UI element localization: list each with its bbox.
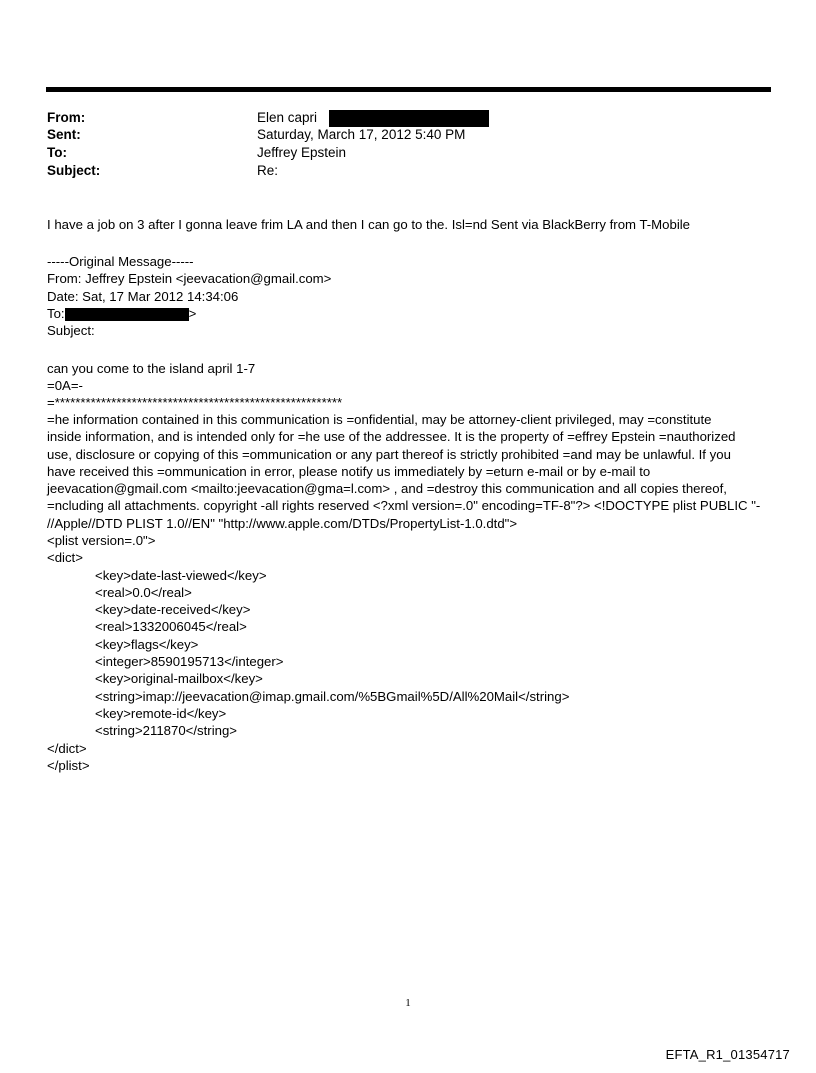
plist-line: </plist> xyxy=(47,757,90,773)
plist-line: <key>original-mailbox</key> xyxy=(95,671,263,687)
subject-label: Subject: xyxy=(47,163,101,178)
subject-value: Re: xyxy=(257,163,279,178)
document-id: EFTA_R1_01354717 xyxy=(665,1047,790,1062)
original-from: From: Jeffrey Epstein <jeevacation@gmail.com> xyxy=(47,271,332,286)
redaction-box xyxy=(65,308,189,321)
asterisk-separator: =******************************************************** xyxy=(47,395,343,410)
page-number: 1 xyxy=(405,997,411,1009)
header-to-row xyxy=(47,144,347,161)
plist-line: <string>211870</string> xyxy=(95,723,237,739)
top-rule xyxy=(46,87,771,92)
redaction-box xyxy=(329,110,489,127)
plist-line: <plist version=.0"> xyxy=(47,533,156,548)
to-label: To: xyxy=(47,145,67,160)
disclaimer-line: =ncluding all attachments. copyright -all rights reserved <?xml version=.0" encoding=TF-8"?> <!DOCTYPE plist PUBLIC "- xyxy=(47,498,761,514)
plist-block xyxy=(47,532,777,774)
disclaimer-block xyxy=(47,411,777,532)
original-subject: Subject: xyxy=(47,323,95,338)
from-value: Elen capri xyxy=(257,110,318,125)
plist-line: <key>remote-id</key> xyxy=(95,705,227,721)
original-date: Date: Sat, 17 Mar 2012 14:34:06 xyxy=(47,289,239,304)
plist-line: <real>1332006045</real> xyxy=(95,619,247,635)
header-sent-row xyxy=(47,126,466,143)
original-to-label: To: xyxy=(47,306,65,321)
disclaimer-line: inside information, and is intended only for =he use of the addressee. It is the property of =effrey Epstein =nauthorized xyxy=(47,429,736,445)
disclaimer-line: jeevacation@gmail.com <mailto:jeevacation@gma=l.com> , and =destroy this communication and all copies thereof, xyxy=(47,481,727,497)
plist-line: <string>imap://jeevacation@imap.gmail.com/%5BGmail%5D/All%20Mail</string> xyxy=(95,688,570,704)
plist-line: <key>date-received</key> xyxy=(95,602,251,618)
plist-line: </dict> xyxy=(47,740,87,756)
plist-line: <key>flags</key> xyxy=(95,636,199,652)
plist-line: <integer>8590195713</integer> xyxy=(95,654,284,670)
message-line: can you come to the island april 1-7 xyxy=(47,361,256,376)
disclaimer-line: =he information contained in this communication is =onfidential, may be attorney-client privileged, may =constitute xyxy=(47,412,712,427)
plist-line: <key>date-last-viewed</key> xyxy=(95,567,267,583)
original-to-row xyxy=(47,305,196,322)
disclaimer-line: //Apple//DTD PLIST 1.0//EN" "http://www.apple.com/DTDs/PropertyList-1.0.dtd"> xyxy=(47,515,518,531)
sent-value: Saturday, March 17, 2012 5:40 PM xyxy=(257,127,466,142)
header-from-row xyxy=(47,109,318,126)
to-value: Jeffrey Epstein xyxy=(257,145,347,160)
from-label: From: xyxy=(47,110,86,125)
disclaimer-line: use, disclosure or copying of this =ommunication or any part thereof is strictly prohibited =and may be unlawful. If you xyxy=(47,446,731,462)
original-to-suffix: > xyxy=(188,306,197,321)
message-encoding-line: =0A=- xyxy=(47,378,83,393)
plist-line: <real>0.0</real> xyxy=(95,584,192,600)
body-text: I have a job on 3 after I gonna leave frim LA and then I can go to the. Isl=nd Sent via BlackBerry from T-Mobile xyxy=(47,217,691,232)
header-subject-row xyxy=(47,162,279,179)
plist-line: <dict> xyxy=(47,550,83,566)
original-divider: -----Original Message----- xyxy=(47,254,194,269)
disclaimer-line: have received this =ommunication in error, please notify us immediately by =eturn e-mail or by e-mail to xyxy=(47,463,651,479)
sent-label: Sent: xyxy=(47,127,81,142)
